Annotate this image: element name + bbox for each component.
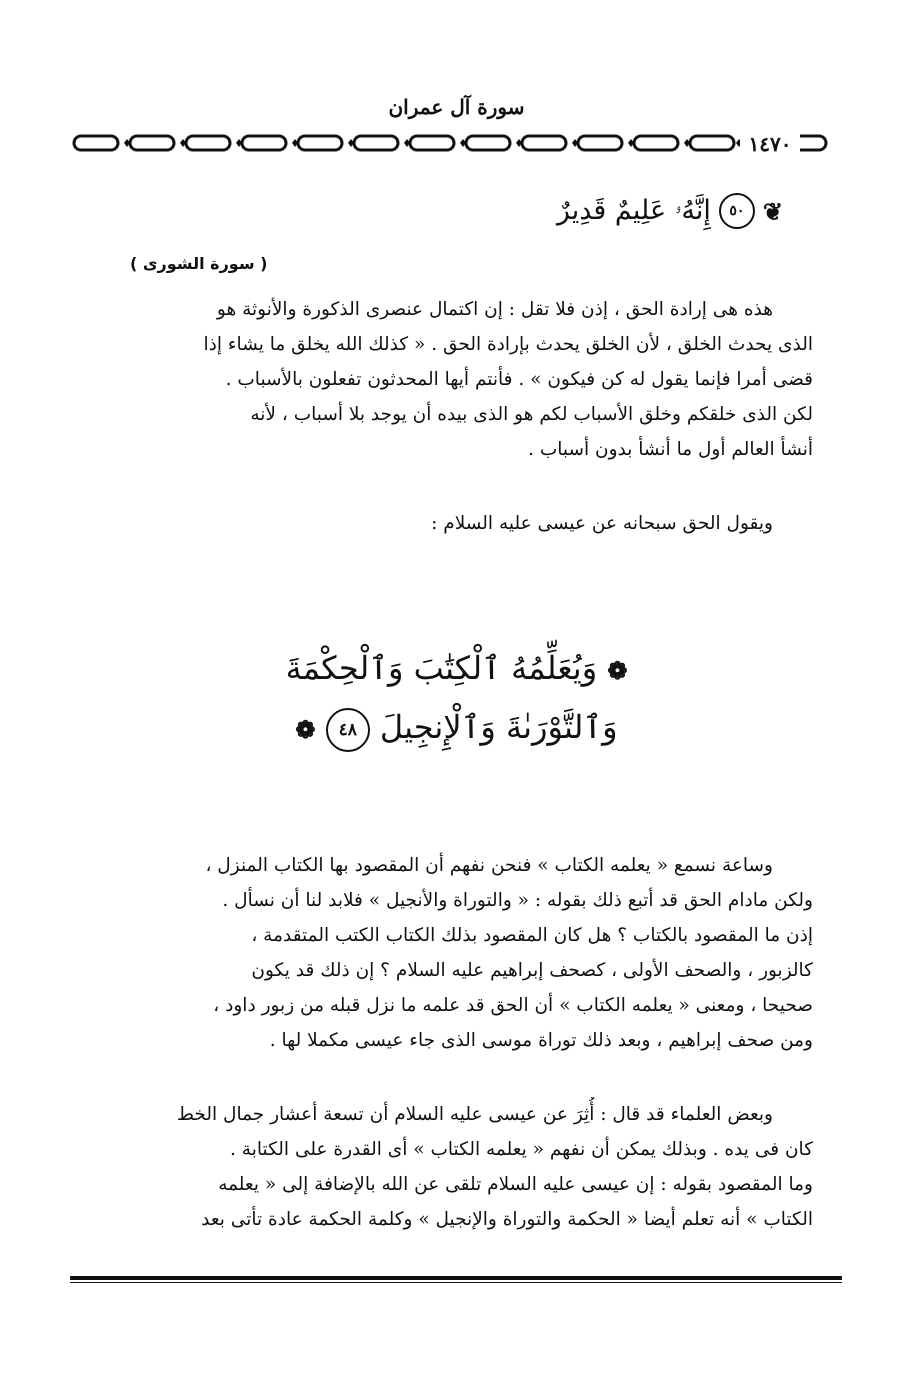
paragraph-line: صحيحا ، ومعنى « يعلمه الكتاب » أن الحق قد علمه ما نزل قبله من زبور داود ، (213, 995, 813, 1016)
paragraph-line: إذن ما المقصود بالكتاب ؟ هل كان المقصود بذلك الكتاب الكتب المتقدمة ، (251, 925, 813, 946)
paragraph-line: وبعض العلماء قد قال : أُثِرَ عن عيسى عليه السلام أن تسعة أعشار جمال الخط (176, 1104, 773, 1125)
main-verse-text-2: وَٱلتَّوْرَىٰةَ وَٱلْإِنجِيلَ (379, 708, 618, 746)
surah-title: سورة آل عمران (388, 95, 525, 119)
header-ornamental-border (72, 128, 830, 158)
paragraph-1 (95, 292, 813, 467)
ayah-number-marker: ٤٨ (326, 708, 370, 752)
ayah-number-marker: ٥٠ (719, 193, 755, 229)
paragraph-3 (95, 1097, 813, 1237)
main-verse-line-2 (0, 699, 913, 758)
surah-reference: ( سورة الشورى ) (130, 254, 268, 273)
footer-rule (70, 1276, 842, 1280)
verse-start-ornament-icon: ❁ (607, 656, 628, 685)
verse-end-ornament-icon: ❁ (295, 715, 316, 744)
main-verse-text-1: وَيُعَلِّمُهُ ٱلْكِتَٰبَ وَٱلْحِكْمَةَ (285, 649, 598, 687)
paragraph-2 (95, 848, 813, 1058)
paragraph-line: وساعة نسمع « يعلمه الكتاب » فنحن نفهم أن المقصود بها الكتاب المنزل ، (205, 855, 773, 876)
paragraph-line: هذه هى إرادة الحق ، إذن فلا تقل : إن اكتمال عنصرى الذكورة والأنوثة هو (216, 299, 773, 320)
intro-line: ويقول الحق سبحانه عن عيسى عليه السلام : (431, 513, 773, 534)
intro-line-block (95, 506, 813, 541)
previous-verse-text: إِنَّهُۥ عَلِيمٌ قَدِيرٌ (556, 195, 711, 226)
paragraph-line: ومن صحف إبراهيم ، وبعد ذلك توراة موسى الذى جاء عيسى مكملا لها . (269, 1030, 813, 1051)
paragraph-line: ولكن مادام الحق قد أتبع ذلك بقوله : « والتوراة والأنجيل » فلابد لنا أن نسأل . (222, 890, 813, 911)
main-verse (0, 640, 913, 758)
paragraph-line: الكتاب » أنه تعلم أيضا « الحكمة والتوراة والإنجيل » وكلمة الحكمة عادة تأتى بعد (201, 1209, 813, 1230)
paragraph-line: الذى يحدث الخلق ، لأن الخلق يحدث بإرادة الحق . « كذلك الله يخلق ما يشاء إذا (203, 334, 813, 355)
verse-end-ornament-icon: ❦ (762, 196, 783, 226)
paragraph-line: وما المقصود بقوله : إن عيسى عليه السلام تلقى عن الله بالإضافة إلى « يعلمه (218, 1174, 813, 1195)
page-number: ١٤٧٠ (740, 132, 800, 156)
previous-verse (557, 193, 783, 229)
paragraph-line: لكن الذى خلقكم وخلق الأسباب لكم هو الذى بيده أن يوجد بلا أسباب ، لأنه (250, 404, 813, 425)
paragraph-line: قضى أمرا فإنما يقول له كن فيكون » . فأنتم أيها المحدثون تفعلون بالأسباب . (225, 369, 813, 390)
footer-rule-thin (70, 1282, 842, 1283)
paragraph-line: أنشأ العالم أول ما أنشأ بدون أسباب . (528, 439, 813, 460)
paragraph-line: كالزبور ، والصحف الأولى ، كصحف إبراهيم عليه السلام ؟ إن ذلك قد يكون (251, 960, 813, 981)
main-verse-line-1 (0, 640, 913, 699)
paragraph-line: كان فى يده . وبذلك يمكن أن نفهم « يعلمه الكتاب » أى القدرة على الكتابة . (230, 1139, 813, 1160)
